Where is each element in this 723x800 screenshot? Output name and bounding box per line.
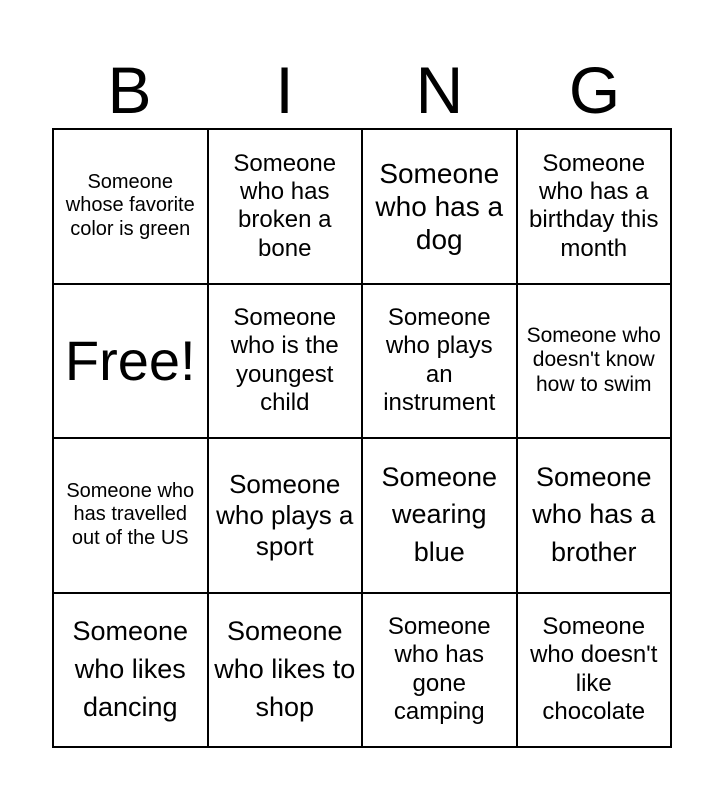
- bingo-cell-r3c2[interactable]: [208, 438, 363, 593]
- cell-text: Someone who is the youngest child: [230, 304, 339, 417]
- cell-text: Someone who has travelled out of the US: [66, 479, 195, 550]
- bingo-cell-r4c2[interactable]: [208, 593, 363, 748]
- bingo-cell-r4c1[interactable]: [53, 593, 208, 748]
- free-space: Free!: [64, 328, 196, 392]
- cell-text: Someone who plays an instrument: [383, 304, 496, 417]
- bingo-cell-r3c4[interactable]: [517, 438, 672, 593]
- bingo-cell-r4c3[interactable]: [362, 593, 517, 748]
- cell-text: Someone who has a birthday this month: [529, 149, 659, 262]
- cell-text: Someone who likes to shop: [214, 616, 356, 722]
- bingo-board: [52, 128, 672, 748]
- bingo-cell-r3c1[interactable]: [53, 438, 208, 593]
- cell-text: Someone who likes dancing: [72, 616, 189, 722]
- bingo-cell-r3c3[interactable]: [362, 438, 517, 593]
- cell-text: Someone who has broken a bone: [233, 149, 337, 262]
- cell-text: Someone who has gone camping: [387, 613, 491, 726]
- bingo-cell-r2c1[interactable]: [53, 284, 208, 439]
- bingo-cell-r4c4[interactable]: [517, 593, 672, 748]
- cell-text: Someone who plays a sport: [216, 469, 354, 561]
- header-letter-b: B: [107, 53, 152, 127]
- bingo-cell-r1c1[interactable]: [53, 129, 208, 284]
- bingo-cell-r2c2[interactable]: [208, 284, 363, 439]
- header-letter-g: G: [568, 53, 621, 127]
- bingo-cell-r1c4[interactable]: [517, 129, 672, 284]
- bingo-cell-r1c2[interactable]: [208, 129, 363, 284]
- cell-text: Someone who has a brother: [532, 461, 656, 568]
- header-letter-i: I: [275, 53, 294, 127]
- cell-text: Someone whose favorite color is green: [65, 170, 195, 241]
- cell-text: Someone wearing blue: [381, 461, 498, 568]
- bingo-header: [52, 52, 672, 128]
- bingo-cell-r2c4[interactable]: [517, 284, 672, 439]
- cell-text: Someone who has a dog: [375, 157, 504, 255]
- cell-text: Someone who doesn't know how to swim: [526, 323, 661, 397]
- cell-text: Someone who doesn't like chocolate: [530, 613, 658, 726]
- bingo-cell-r2c3[interactable]: [362, 284, 517, 439]
- header-letter-n: N: [415, 53, 464, 127]
- bingo-cell-r1c3[interactable]: [362, 129, 517, 284]
